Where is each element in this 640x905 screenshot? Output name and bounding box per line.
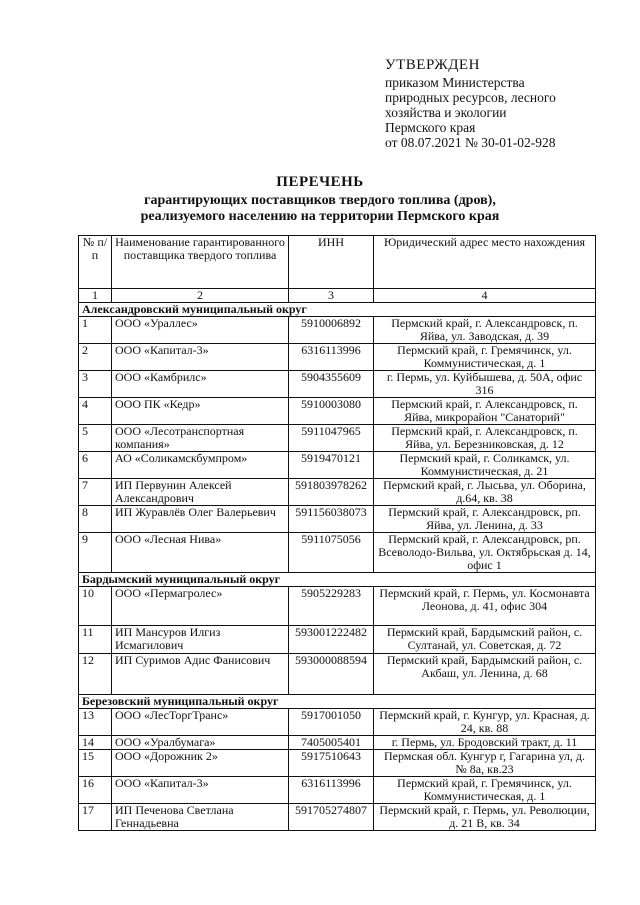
document-subtitle [0,193,640,225]
table-row [79,371,596,398]
table-row [79,750,596,777]
supplier-name: ООО «Лесная Нива» [112,533,289,573]
supplier-address: Пермский край, г. Пермь, ул. Революции, д. 21 В, кв. 34 [374,804,596,831]
supplier-name: ИП Первунин Алексей Александрович [112,479,289,506]
header-cell: № п/п [79,236,112,289]
row-number: 14 [79,736,112,750]
supplier-inn: 5905229283 [289,587,374,626]
district-name: Александровский муниципальный округ [79,303,596,317]
table-row [79,654,596,695]
supplier-name: ООО «Дорожник 2» [112,750,289,777]
table-row [79,398,596,425]
supplier-name: ИП Печенова Светлана Геннадьевна [112,804,289,831]
table-row [79,709,596,736]
district-row [79,573,596,587]
table-row [79,587,596,626]
column-number: 4 [374,289,596,303]
supplier-inn: 5919470121 [289,452,374,479]
supplier-address: г. Пермь, ул. Бродовский тракт, д. 11 [374,736,596,750]
supplier-address: Пермская обл. Кунгур г, Гагарина ул, д. № 8а, кв.23 [374,750,596,777]
district-name: Бардымский муниципальный округ [79,573,596,587]
column-number: 3 [289,289,374,303]
supplier-address: г. Пермь, ул. Куйбышева, д. 50А, офис 316 [374,371,596,398]
subtitle-line: реализуемого населению на территории Пермского края [140,209,500,224]
district-name: Березовский муниципальный округ [79,695,596,709]
supplier-name: ИП Мансуров Илгиз Исмагилович [112,626,289,654]
row-number: 10 [79,587,112,626]
table-row [79,533,596,573]
table-row [79,317,596,344]
supplier-inn: 5917510643 [289,750,374,777]
supplier-inn: 5911075056 [289,533,374,573]
supplier-address: Пермский край, Бардымский район, с. Султанай, ул. Советская, д. 72 [374,626,596,654]
table-row [79,506,596,533]
supplier-address: Пермский край, г. Гремячинск, ул. Коммунистическая, д. 1 [374,777,596,804]
supplier-address: Пермский край, г. Александровск, п. Яйва, микрорайон "Санаторий" [374,398,596,425]
supplier-address: Пермский край, г. Александровск, рп. Яйва, ул. Ленина, д. 33 [374,506,596,533]
supplier-name: ООО ПК «Кедр» [112,398,289,425]
supplier-inn: 593000088594 [289,654,374,695]
supplier-inn: 5917001050 [289,709,374,736]
supplier-name: ООО «Капитал-3» [112,344,289,371]
supplier-inn: 5911047965 [289,425,374,452]
supplier-name: ООО «Капитал-3» [112,777,289,804]
supplier-address: Пермский край, г. Гремячинск, ул. Коммунистическая, д. 1 [374,344,596,371]
supplier-inn: 591803978262 [289,479,374,506]
suppliers-table [78,235,596,831]
approval-line: от 08.07.2021 № 30-01-02-928 [385,135,556,150]
district-row [79,303,596,317]
supplier-name: АО «Соликамскбумпром» [112,452,289,479]
supplier-name: ООО «ЛесТоргТранс» [112,709,289,736]
supplier-address: Пермский край, г. Пермь, ул. Космонавта Леонова, д. 41, офис 304 [374,587,596,626]
district-row [79,695,596,709]
supplier-name: ООО «Уралбумага» [112,736,289,750]
supplier-name: ИП Суримов Адис Фанисович [112,654,289,695]
column-number: 1 [79,289,112,303]
approval-heading: УТВЕРЖДЕН [385,57,480,73]
supplier-address: Пермский край, г. Александровск, рп. Всеволодо-Вильва, ул. Октябрьская д. 14, офис 1 [374,533,596,573]
row-number: 15 [79,750,112,777]
supplier-inn: 593001222482 [289,626,374,654]
row-number: 13 [79,709,112,736]
row-number: 2 [79,344,112,371]
supplier-address: Пермский край, г. Кунгур, ул. Красная, д. 24, кв. 88 [374,709,596,736]
document-title: ПЕРЕЧЕНЬ [276,174,364,190]
table-row [79,425,596,452]
header-cell: Наименование гарантированного поставщика твердого топлива [112,236,289,289]
table-row [79,452,596,479]
row-number: 8 [79,506,112,533]
row-number: 4 [79,398,112,425]
supplier-name: ООО «Камбрилс» [112,371,289,398]
row-number: 16 [79,777,112,804]
approval-line: хозяйства и экологии [385,105,507,120]
supplier-name: ИП Журавлёв Олег Валерьевич [112,506,289,533]
supplier-inn: 6316113996 [289,344,374,371]
approval-line: природных ресурсов, лесного [385,90,556,105]
supplier-inn: 6316113996 [289,777,374,804]
supplier-inn: 591705274807 [289,804,374,831]
table-row [79,479,596,506]
supplier-inn: 5910006892 [289,317,374,344]
header-cell: ИНН [289,236,374,289]
row-number: 11 [79,626,112,654]
table-row [79,344,596,371]
table-row [79,736,596,750]
approval-line: Пермского края [385,120,476,135]
supplier-inn: 7405005401 [289,736,374,750]
supplier-address: Пермский край, г. Лысьва, ул. Оборина, д.64, кв. 38 [374,479,596,506]
supplier-address: Пермский край, Бардымский район, с. Акбаш, ул. Ленина, д. 68 [374,654,596,695]
row-number: 9 [79,533,112,573]
row-number: 3 [79,371,112,398]
supplier-name: ООО «Лесотранспортная компания» [112,425,289,452]
supplier-name: ООО «Ураллес» [112,317,289,344]
supplier-inn: 591156038073 [289,506,374,533]
supplier-address: Пермский край, г. Александровск, п. Яйва, ул. Березниковская, д. 12 [374,425,596,452]
table-row [79,626,596,654]
row-number: 6 [79,452,112,479]
column-number: 2 [112,289,289,303]
supplier-name: ООО «Пермагролес» [112,587,289,626]
supplier-inn: 5910003080 [289,398,374,425]
header-cell: Юридический адрес место нахождения [374,236,596,289]
table-row [79,804,596,831]
row-number: 17 [79,804,112,831]
table-header-row [79,236,596,289]
table-row [79,777,596,804]
approval-stamp [385,58,556,150]
supplier-inn: 5904355609 [289,371,374,398]
supplier-address: Пермский край, г. Александровск, п. Яйва, ул. Заводская, д. 39 [374,317,596,344]
column-number-row [79,289,596,303]
row-number: 1 [79,317,112,344]
subtitle-line: гарантирующих поставщиков твердого топлива (дров), [144,193,496,208]
approval-line: приказом Министерства [385,75,525,90]
supplier-address: Пермский край, г. Соликамск, ул. Коммунистическая, д. 21 [374,452,596,479]
row-number: 5 [79,425,112,452]
row-number: 7 [79,479,112,506]
row-number: 12 [79,654,112,695]
